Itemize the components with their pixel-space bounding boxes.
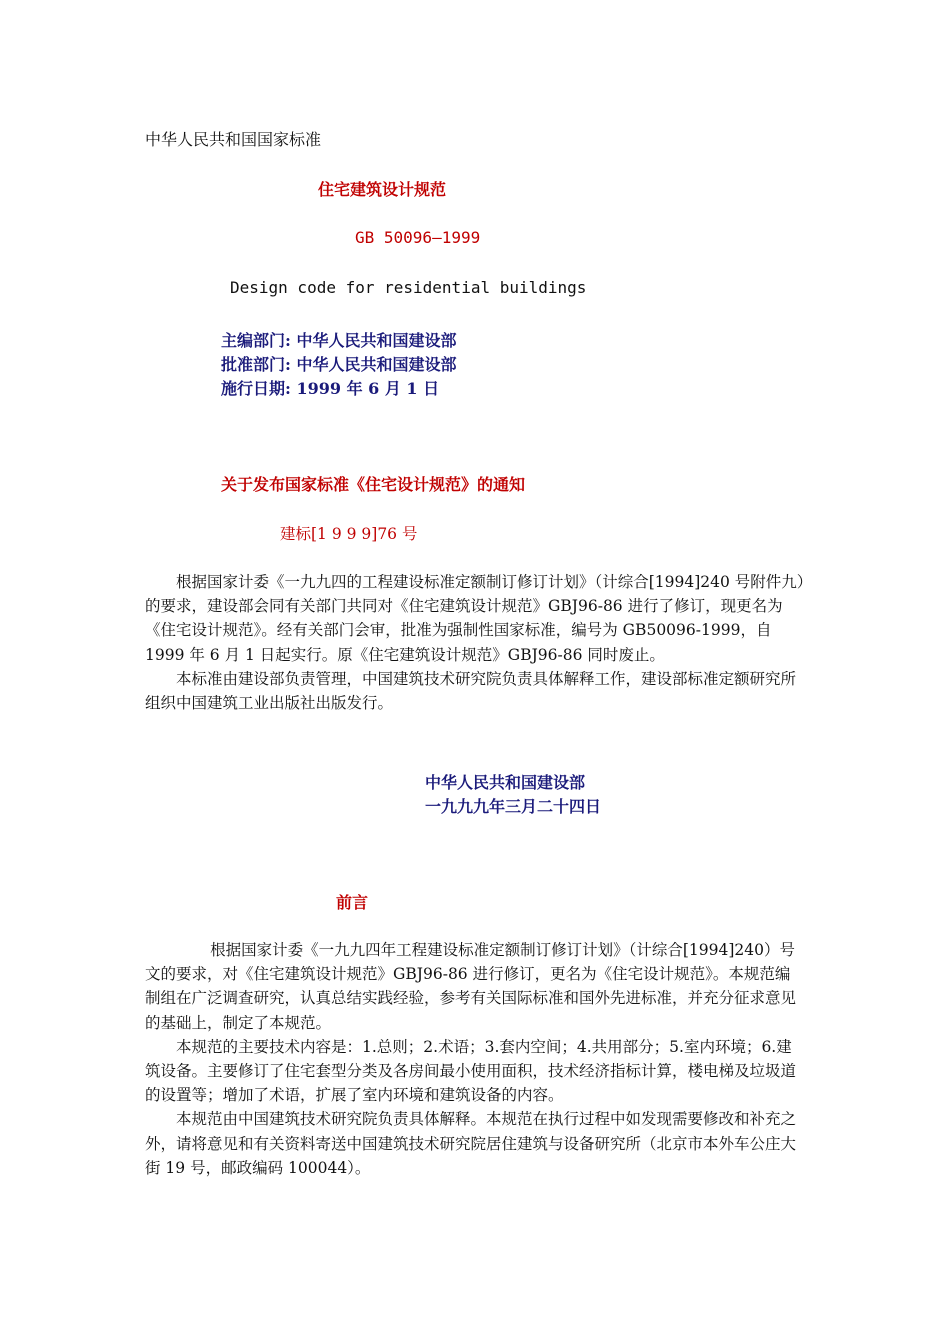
preface-body xyxy=(145,938,805,1180)
preface-title: 前言 xyxy=(336,893,369,912)
preface-paragraph: 本规范的主要技术内容是：1.总则；2.术语；3.套内空间；4.共用部分；5.室内环境；6.建筑设备。主要修订了住宅套型分类及各房间最小使用面积，技术经济指标计算，楼电梯及垃圾道的设置等；增加了术语，扩展了室内环境和建筑设备的内容。 xyxy=(145,1037,797,1105)
document-title: 住宅建筑设计规范 xyxy=(318,180,447,199)
effective-date: 施行日期: 1999 年 6 月 1 日 xyxy=(221,379,440,398)
preface-paragraph: 本规范由中国建筑技术研究院负责具体解释。本规范在执行过程中如发现需要修改和补充之外，请将意见和有关资料寄送中国建筑技术研究院居住建筑与设备研究所（北京市本外车公庄大街 19 号，邮政编码 100044）。 xyxy=(145,1110,797,1177)
notice-number: 建标[1 9 9 9]76 号 xyxy=(280,525,418,543)
notice-body xyxy=(145,570,805,715)
standard-code: GB 50096—1999 xyxy=(355,228,481,247)
approver-department: 批准部门: 中华人民共和国建设部 xyxy=(221,355,457,374)
english-title: Design code for residential buildings xyxy=(230,278,587,297)
standard-header: 中华人民共和国国家标准 xyxy=(145,130,322,149)
notice-paragraph: 根据国家计委《一九九四的工程建设标准定额制订修订计划》（计综合[1994]240 号附件九）的要求，建设部会同有关部门共同对《住宅建筑设计规范》GBJ96-86 进行了修订，现更名为《住宅设计规范》。经有关部门会审，批准为强制性国家标准，编号为 GB50096-1999，自 1999 年 6 月 1 日起实行。原《住宅建筑设计规范》GBJ96-86 同时废止。 xyxy=(145,573,805,664)
sign-date: 一九九九年三月二十四日 xyxy=(425,797,602,816)
notice-paragraph: 本标准由建设部负责管理，中国建筑技术研究院负责具体解释工作，建设部标准定额研究所组织中国建筑工业出版社出版发行。 xyxy=(145,669,797,713)
preface-paragraph: 根据国家计委《一九九四年工程建设标准定额制订修订计划》（计综合[1994]240）号文的要求，对《住宅建筑设计规范》GBJ96-86 进行修订，更名为《住宅设计规范》。本规范编制组在广泛调查研究，认真总结实践经验，参考有关国际标准和国外先进标准，并充分征求意见的基础上，制定了本规范。 xyxy=(145,941,797,1032)
editor-department: 主编部门: 中华人民共和国建设部 xyxy=(221,331,457,350)
notice-title: 关于发布国家标准《住宅设计规范》的通知 xyxy=(221,475,526,494)
signer: 中华人民共和国建设部 xyxy=(425,773,586,792)
